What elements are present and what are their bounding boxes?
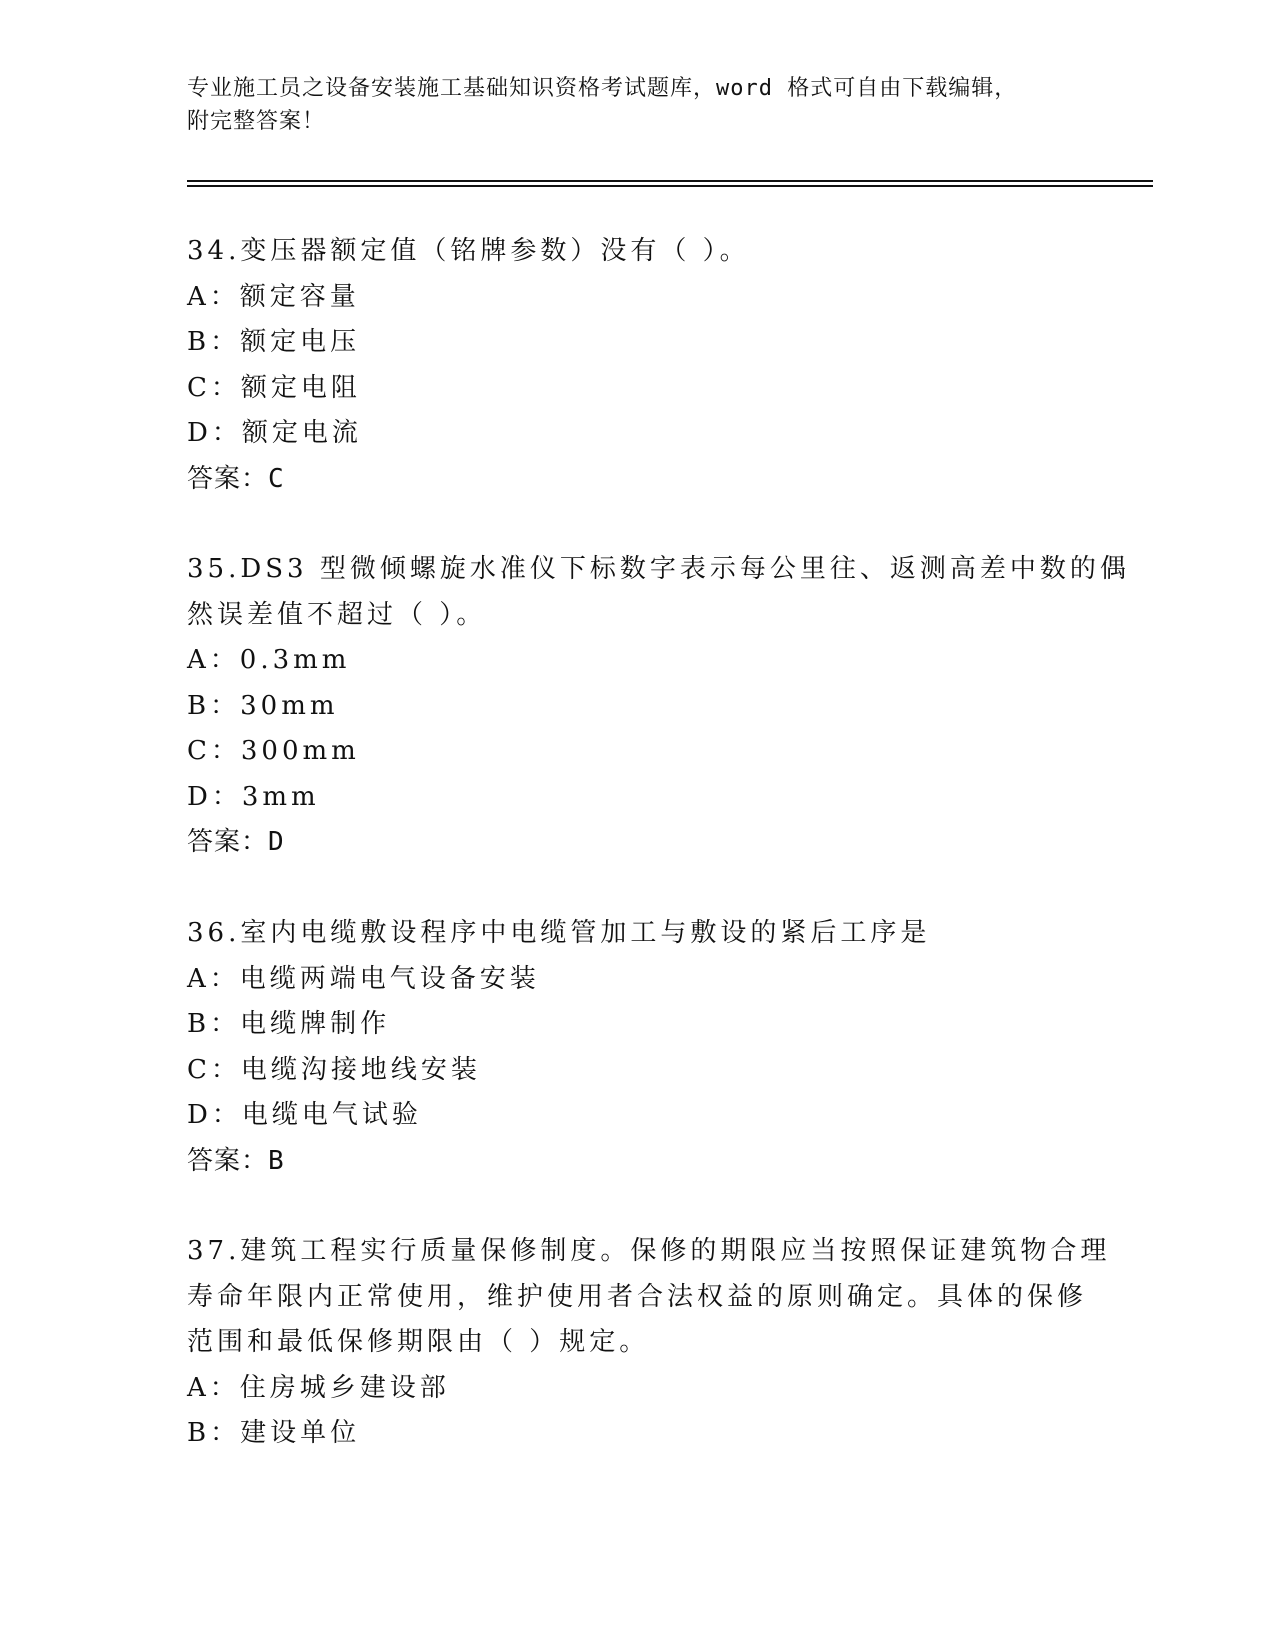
- answer: 答案：B: [187, 1145, 285, 1176]
- option-b: B：电缆牌制作: [187, 1009, 391, 1039]
- header-line-2: 附完整答案！: [187, 109, 326, 134]
- question-stem-cont: 寿命年限内正常使用，维护使用者合法权益的原则确定。具体的保修: [187, 1281, 1088, 1312]
- question-37: [187, 1229, 1111, 1457]
- header-divider-top: [187, 180, 1153, 182]
- header-line-1: 专业施工员之设备安装施工基础知识资格考试题库，word 格式可自由下载编辑，: [187, 76, 1018, 101]
- question-stem-cont: 然误差值不超过（ ）。: [187, 599, 487, 630]
- question-35: [187, 547, 1130, 866]
- question-stem: 36.室内电缆敷设程序中电缆管加工与敷设的紧后工序是: [187, 918, 931, 948]
- question-36: [187, 911, 1087, 1184]
- option-b: B：额定电压: [187, 327, 361, 357]
- question-34: [187, 229, 1087, 502]
- option-b: B：30mm: [187, 690, 339, 721]
- option-c: C：300mm: [187, 736, 360, 766]
- option-d: D：额定电流: [187, 418, 362, 448]
- question-stem: 35.DS3 型微倾螺旋水准仪下标数字表示每公里往、返测高差中数的偶: [187, 554, 1130, 584]
- option-a: A：电缆两端电气设备安装: [187, 963, 540, 994]
- question-stem-cont: 范围和最低保修期限由（ ）规定。: [187, 1327, 650, 1357]
- question-stem: 37.建筑工程实行质量保修制度。保修的期限应当按照保证建筑物合理: [187, 1236, 1111, 1266]
- answer: 答案：C: [187, 463, 285, 494]
- option-c: C：电缆沟接地线安装: [187, 1054, 481, 1085]
- option-d: D：3mm: [187, 781, 320, 812]
- option-d: D：电缆电气试验: [187, 1100, 422, 1130]
- option-a: A：0.3mm: [187, 645, 351, 675]
- question-stem: 34.变压器额定值（铭牌参数）没有（ ）。: [187, 236, 750, 266]
- answer: 答案：D: [187, 827, 285, 857]
- header-divider-bottom: [187, 185, 1153, 187]
- option-a: A：额定容量: [187, 281, 360, 312]
- option-a: A：住房城乡建设部: [187, 1372, 450, 1403]
- option-c: C：额定电阻: [187, 372, 361, 403]
- document-header: [187, 72, 1087, 138]
- option-b: B：建设单位: [187, 1418, 361, 1448]
